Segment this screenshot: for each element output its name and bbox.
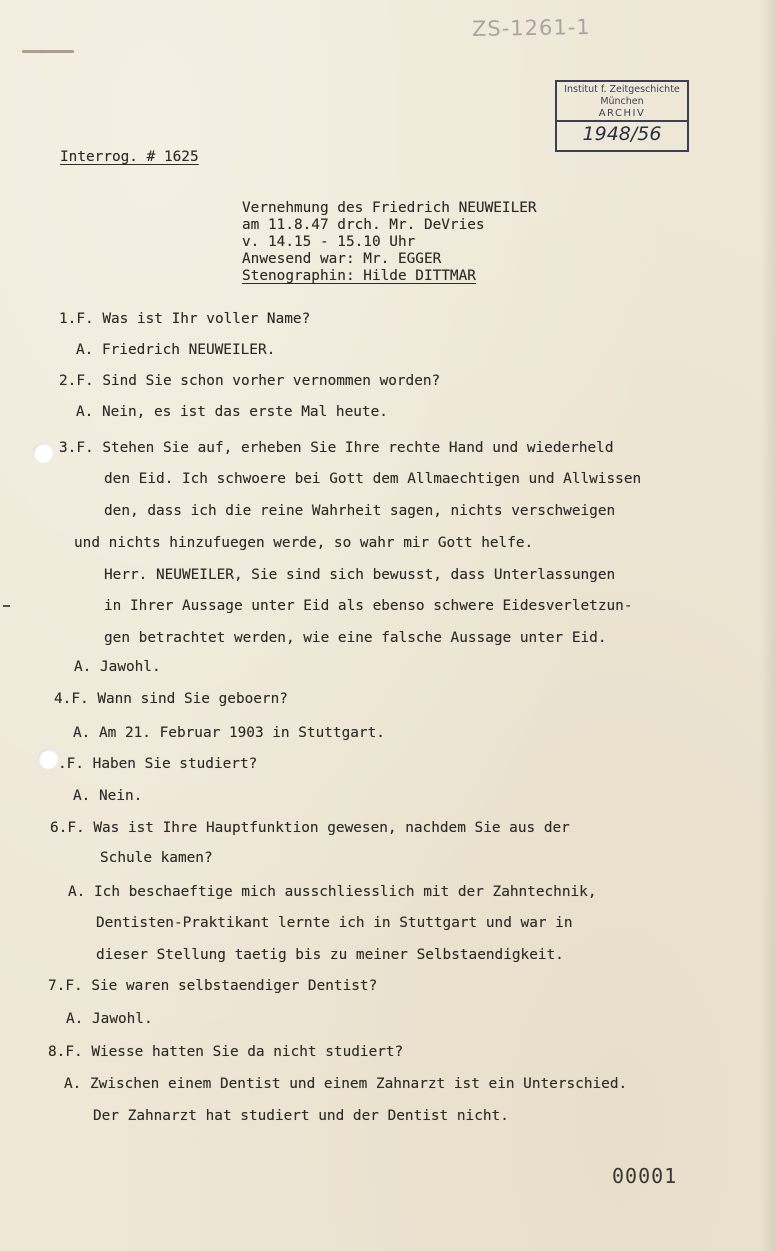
question-line: 2.F. Sind Sie schon vorher vernommen worden? [59, 373, 441, 389]
stamp-number: 1948/56 [582, 123, 662, 145]
punch-hole [33, 443, 53, 463]
answer-line: A. Zwischen einem Dentist und einem Zahnarzt ist ein Unterschied. [64, 1076, 628, 1092]
question-line: 8.F. Wiesse hatten Sie da nicht studiert? [48, 1044, 404, 1060]
text-line: dieser Stellung taetig bis zu meiner Selbstaendigkeit. [96, 947, 564, 963]
paper-edge-shadow [761, 0, 775, 1251]
question-line: 3.F. Stehen Sie auf, erheben Sie Ihre rechte Hand und wiederheld [59, 440, 614, 456]
answer-line: A. Ich beschaeftige mich ausschliesslich mit der Zahntechnik, [68, 884, 597, 900]
stamp-header [557, 82, 687, 122]
text-line: Dentisten-Praktikant lernte ich in Stuttgart und war in [96, 915, 573, 931]
page-number: 00001 [612, 1164, 678, 1188]
archive-reference: ZS-1261-1 [471, 14, 591, 42]
header-line: Vernehmung des Friedrich NEUWEILER [242, 200, 537, 216]
text-line: den Eid. Ich schwoere bei Gott dem Allmaechtigen und Allwissen [104, 471, 642, 487]
interrogation-number: Interrog. # 1625 [60, 149, 199, 165]
margin-tick [3, 605, 10, 607]
header-line: Stenographin: Hilde DITTMAR [242, 268, 476, 284]
stamp-archiv: ARCHIV [598, 108, 646, 119]
interrogation-header [242, 200, 537, 285]
text-line: den, dass ich die reine Wahrheit sagen, nichts verschweigen [104, 503, 616, 519]
text-line: Der Zahnarzt hat studiert und der Dentist nicht. [93, 1108, 509, 1124]
question-line: 7.F. Sie waren selbstaendiger Dentist? [48, 978, 378, 994]
answer-line: A. Nein, es ist das erste Mal heute. [76, 404, 388, 420]
answer-line: A. Friedrich NEUWEILER. [76, 342, 276, 358]
answer-line: A. Jawohl. [74, 659, 161, 675]
text-line: Schule kamen? [100, 850, 213, 866]
question-line: 4.F. Wann sind Sie geboern? [54, 691, 288, 707]
question-line: 1.F. Was ist Ihr voller Name? [59, 311, 311, 327]
question-line: 6.F. Was ist Ihre Hauptfunktion gewesen, nachdem Sie aus der [50, 820, 570, 836]
text-line: gen betrachtet werden, wie eine falsche Aussage unter Eid. [104, 630, 607, 646]
corner-mark [22, 50, 74, 53]
stamp-city: München [600, 96, 644, 107]
header-line: Anwesend war: Mr. EGGER [242, 251, 442, 267]
text-line: und nichts hinzufuegen werde, so wahr mir Gott helfe. [74, 535, 534, 551]
answer-line: A. Am 21. Februar 1903 in Stuttgart. [73, 725, 385, 741]
header-line: am 11.8.47 drch. Mr. DeVries [242, 217, 485, 233]
header-line: v. 14.15 - 15.10 Uhr [242, 234, 416, 250]
punch-hole [38, 749, 58, 769]
question-line: .F. Haben Sie studiert? [58, 756, 258, 772]
answer-line: A. Nein. [73, 788, 143, 804]
answer-line: A. Jawohl. [66, 1011, 153, 1027]
text-line: Herr. NEUWEILER, Sie sind sich bewusst, dass Unterlassungen [104, 567, 616, 583]
archive-stamp [555, 80, 689, 152]
stamp-institute: Institut f. Zeitgeschichte [564, 84, 680, 95]
text-line: in Ihrer Aussage unter Eid als ebenso schwere Eidesverletzun- [104, 598, 633, 614]
